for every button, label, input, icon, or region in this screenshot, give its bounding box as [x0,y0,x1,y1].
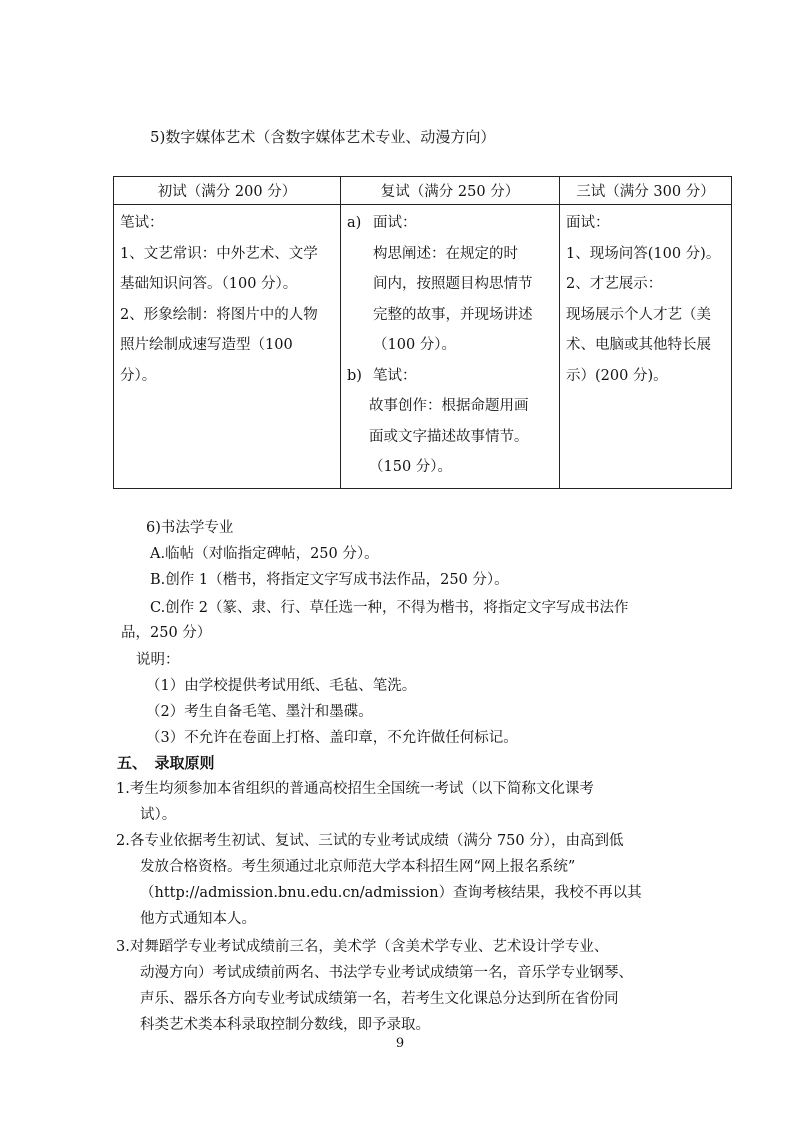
paragraph-line: 发放合格资格。考生须通过北京师范大学本科招生网“网上报名系统” [140,859,576,875]
paragraph-line: 他方式通知本人。 [140,911,256,927]
second-exam-line: 故事创作：根据命题用画 [369,398,529,414]
section-5-title: 5)数字媒体艺术（含数字媒体艺术专业、动漫方向） [150,128,496,146]
header-third-exam: 三试（满分 300 分） [560,177,732,205]
second-exam-b-heading [347,361,555,392]
interview-label: 面试： [373,215,417,231]
paragraph-line: 动漫方向）考试成绩前两名、书法学专业考试成绩第一名，音乐学专业钢琴、 [140,965,633,981]
second-exam-line: （100 分）。 [373,337,457,353]
section-five-heading: 五、 录取原则 [117,754,215,772]
admission-paragraph-3 [116,934,633,1038]
first-exam-line: 笔试： [120,215,164,231]
paragraph-line: 1.考生均须参加本省组织的普通高校招生全国统一考试（以下简称文化课考 [116,781,594,797]
second-exam-a-heading [347,208,555,239]
first-exam-line: 基础知识问答。（100 分）。 [120,276,298,292]
paragraph-line: （http://admission.bnu.edu.cn/admission）查询考核结果，我校不再以其 [140,885,642,901]
exam-table [113,176,732,489]
calligraphy-item-c: C.创作 2（篆、隶、行、草任选一种，不得为楷书，将指定文字写成书法作 [150,600,629,616]
note-item: （3）不允许在卷面上打格、盖印章，不允许做任何标记。 [146,730,518,746]
calligraphy-item-b: B.创作 1（楷书，将指定文字写成书法作品，250 分）。 [150,572,509,588]
first-exam-line: 2、形象绘制：将图片中的人物 [120,306,318,323]
list-marker-b: b) [347,367,362,384]
paragraph-line: 试）。 [140,807,177,823]
written-label: 笔试： [373,367,417,384]
section-6-title: 6)书法学专业 [146,520,234,536]
second-exam-line: 间内，按照题目构思情节 [373,276,533,292]
third-exam-line: 术、电脑或其他特长展 [566,337,711,353]
calligraphy-item-a: A.临帖（对临指定碑帖，250 分）。 [150,546,379,562]
paragraph-line: 科类艺术类本科录取控制分数线，即予录取。 [140,1017,430,1033]
calligraphy-item-c-continued: 品，250 分） [121,625,212,641]
third-exam-cell [560,205,732,489]
paragraph-line: 声乐、器乐各方向专业考试成绩第一名，若考生文化课总分达到所在省份同 [140,991,619,1007]
first-exam-line: 照片绘制成速写造型（100 [120,337,293,353]
note-item: （1）由学校提供考试用纸、毛毡、笔洗。 [146,678,417,694]
second-exam-line: 面或文字描述故事情节。 [369,428,529,445]
note-item: （2）考生自备毛笔、墨汁和墨碟。 [146,704,373,720]
first-exam-cell [114,205,341,489]
admission-paragraph-2 [116,828,642,932]
third-exam-line: 1、现场问答(100 分)。 [566,245,721,262]
list-marker-a: a) [347,215,362,231]
exam-table-header-row [114,177,732,205]
notes-label: 说明： [136,652,180,668]
third-exam-line: 现场展示个人才艺（美 [566,306,711,323]
header-second-exam: 复试（满分 250 分） [341,177,560,205]
third-exam-line: 2、才艺展示： [566,276,663,292]
exam-table-body-row [114,205,732,489]
header-first-exam: 初试（满分 200 分） [114,177,341,205]
second-exam-line: 完整的故事，并现场讲述 [373,306,533,323]
paragraph-line: 2.各专业依据考生初试、复试、三试的专业考试成绩（满分 750 分），由高到低 [116,833,624,849]
paragraph-line: 3.对舞蹈学专业考试成绩前三名，美术学（含美术学专业、艺术设计学专业、 [116,939,609,955]
second-exam-line: 构思阐述：在规定的时 [373,245,518,262]
third-exam-line: 示）(200 分)。 [566,367,668,384]
admission-paragraph-1 [116,776,594,828]
first-exam-line: 1、文艺常识：中外艺术、文学 [120,245,318,262]
second-exam-line: （150 分）。 [369,459,453,475]
second-exam-cell [341,205,560,489]
first-exam-line: 分）。 [120,367,157,384]
page-number: 9 [395,1036,405,1051]
third-exam-line: 面试： [566,215,610,231]
